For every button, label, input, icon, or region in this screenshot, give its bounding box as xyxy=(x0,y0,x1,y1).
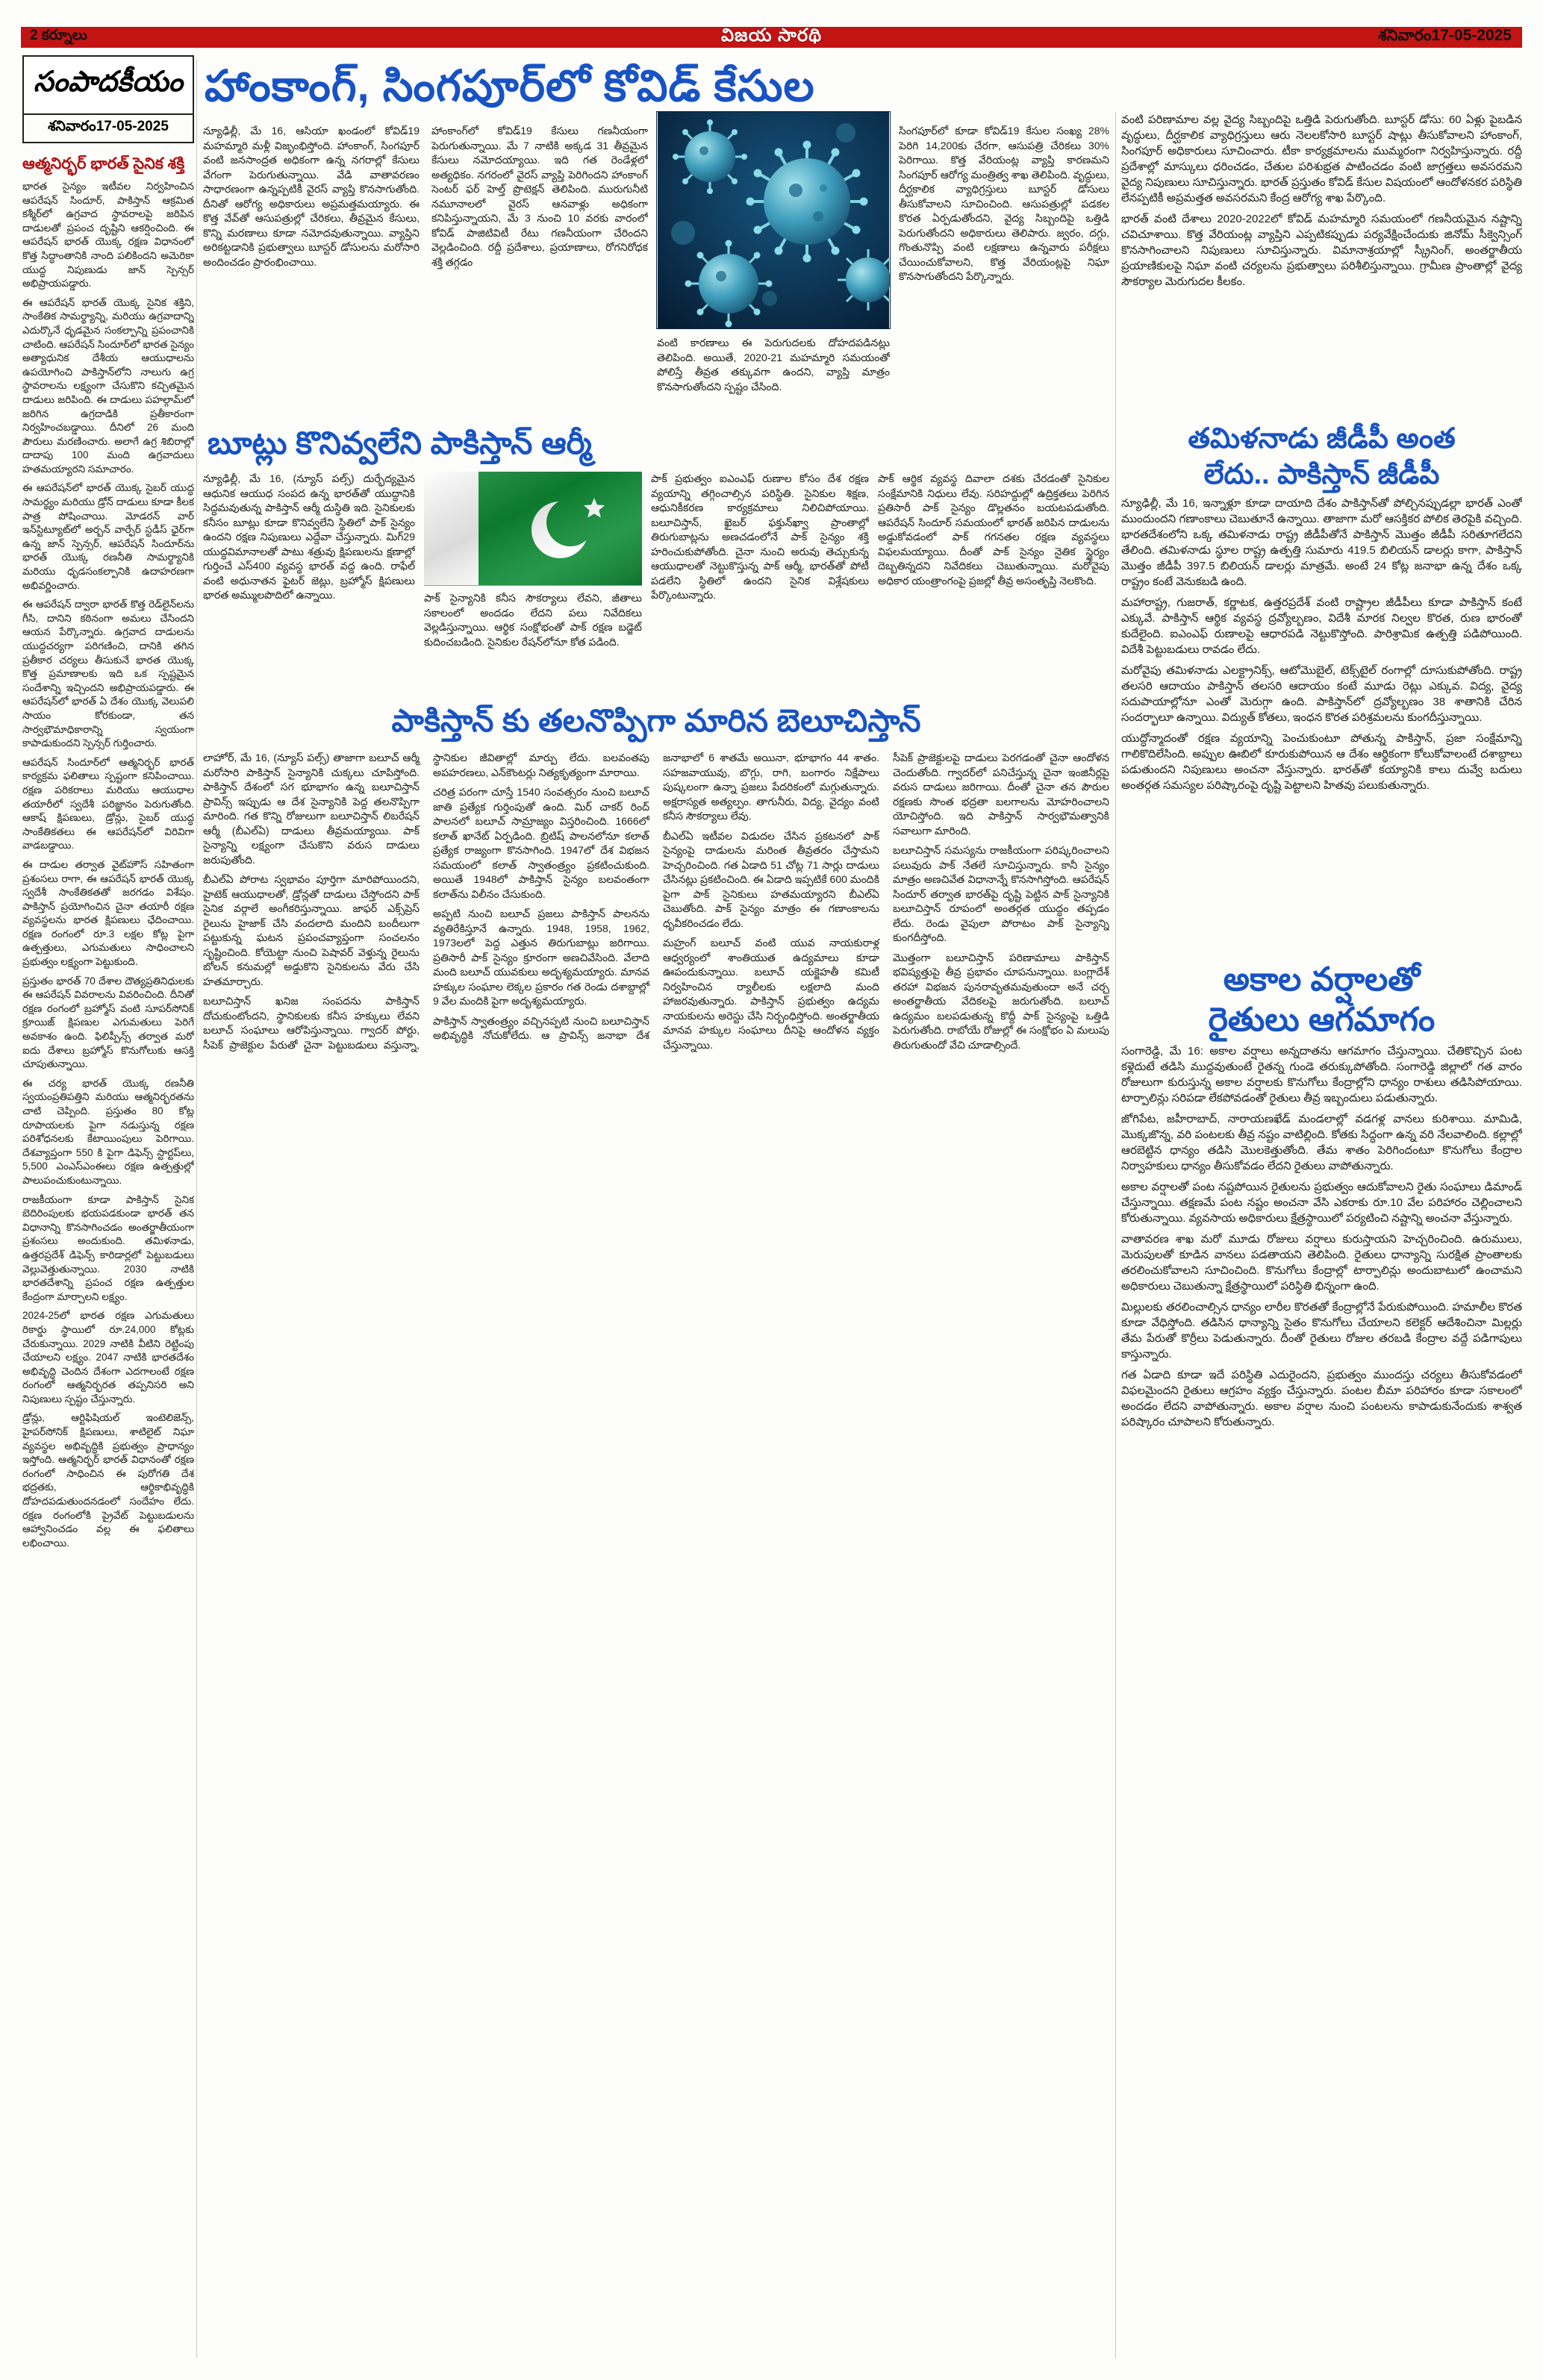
editorial-headline: ఆత్మనిర్భర్ భారత్ సైనిక శక్తి xyxy=(22,155,185,172)
article-paragraph: డ్రోన్లు, ఆర్టిఫిషియల్ ఇంటెలిజెన్స్, హైపర్‌సోనిక్ క్షిపణులు, శాటిలైట్ నిఘా వ్యవస్థల అభివృద్ధికి ప్రభుత్వం ప్రాధాన్యం ఇస్తోంది. ఆత్మనిర్భర్ భారత్ విధానంతో రక్షణ రంగంలో సాధించిన ఈ పురోగతి దేశ భద్రతకు, ఆర్థికాభివృద్ధికి దోహదపడుతుందనడంలో సందేహం లేదు. రక్షణ రంగంలోకి ప్రైవేట్ పెట్టుబడులను ఆహ్వానించడం వల్ల ఈ ఫలితాలు లభించాయి. xyxy=(22,1412,194,1549)
article-paragraph: గత ఏడాది కూడా ఇదే పరిస్థితి ఎదురైందని, ప్రభుత్వం ముందస్తు చర్యలు తీసుకోవడంలో విఫలమైందని రైతులు ఆగ్రహం వ్యక్తం చేస్తున్నారు. పంటల బీమా పరిహారం కూడా సకాలంలో అందడం లేదని వాపోతున్నారు. అకాల వర్షాల నుంచి పంటలను కాపాడుకునేందుకు శాశ్వత పరిష్కారం చూపాలని కోరుతున్నారు. xyxy=(1121,1369,1522,1428)
editorial-body xyxy=(22,180,194,2380)
article-paragraph: సంగారెడ్డి, మే 16: అకాల వర్షాలు అన్నదాతను ఆగమాగం చేస్తున్నాయి. చేతికొచ్చిన పంట కళ్లెదుటే తడిసి ముద్దవుతుంటే రైతన్న గుండె తరుక్కుపోతోంది. సంగారెడ్డి జిల్లాలో గత వారం రోజులుగా కురుస్తున్న అకాల వర్షాలకు కొనుగోలు కేంద్రాల్లోని ధాన్యం రాశులు తడిసిపోయాయి. టార్పాలిన్లు సరిపడా లేకపోవడంతో రైతులు తీవ్ర ఇబ్బందులు పడుతున్నారు. xyxy=(1121,1045,1522,1105)
article-paragraph: సింగపూర్‌లో కూడా కోవిడ్‌19 కేసుల సంఖ్య 28% పెరిగి 14,200కు చేరగా, ఆసుపత్రి చేరికలు 30% పెరిగాయి. కొత్త వేరియంట్ల వ్యాప్తి కారణమని సింగపూర్ ఆరోగ్య మంత్రిత్వ శాఖ తెలిపింది. వృద్ధులు, దీర్ఘకాలిక వ్యాధిగ్రస్తులు బూస్టర్ డోసులు తీసుకోవాలని సూచించింది. ఆసుపత్రుల్లో పడకల కొరత ఏర్పడుతోందని, వైద్య సిబ్బందిపై ఒత్తిడి పెరుగుతోందని అధికారులు తెలిపారు. జ్వరం, దగ్గు, గొంతునొప్పి వంటి లక్షణాలు ఉన్నవారు పరీక్షలు చేయించుకోవాలని, కొత్త వేరియంట్లపై నిఘా కొనసాగుతోందని పేర్కొన్నారు. xyxy=(899,125,1109,282)
covid-article-headline: హాంకాంగ్, సింగపూర్‌లో కోవిడ్ కేసుల xyxy=(205,62,815,110)
rains-headline-line2: రైతులు ఆగమాగం xyxy=(1208,1002,1436,1038)
article-paragraph: లాహోర్, మే 16, (న్యూస్ పల్స్) తాజాగా బలూచ్ ఆర్మీ మరోసారి పాకిస్తాన్ సైన్యానికి చుక్కలు చూపిస్తోంది. పాకిస్తాన్ దేశంలో సగ భూభాగం ఉన్న బలూచిస్తాన్ ప్రావిన్స్ ఇప్పుడు ఆ దేశ సైన్యానికి పెద్ద తలనొప్పిగా మారింది. గత కొన్ని రోజులుగా బలూచిస్తాన్ లిబరేషన్ ఆర్మీ (బీఎల్‌ఏ) దాడులు తీవ్రమయ్యాయి. పాక్ సైన్యాన్ని లక్ష్యంగా చేసుకొని వరుస దాడులు జరుపుతోంది. xyxy=(203,752,420,866)
article-paragraph: న్యూఢిల్లీ, మే 16, ఇన్నాళ్లూ కూడా దాయాది దేశం పాకిస్తాన్‌తో పోల్చినప్పుడల్లా భారత్ ఎంతో ముందుందని గణాంకాలు చెబుతూనే ఉన్నాయి. తాజాగా మరో ఆసక్తికర పోలిక తెరపైకి వచ్చింది. భారతదేశంలోని ఒక్క తమిళనాడు రాష్ట్ర జీడీపీతోనే పాకిస్తాన్ మొత్తం జీడీపీ సరితూగలేదని తేలింది. తమిళనాడు స్థూల రాష్ట్ర ఉత్పత్తి సుమారు 419.5 బిలియన్ డాలర్లు కాగా, పాకిస్తాన్ మొత్తం జీడీపీ 397.5 బిలియన్ డాలర్లు మాత్రమే. అంటే 24 కోట్ల జనాభా ఉన్న దేశం ఒక్క రాష్ట్రం కంటే వెనుకబడి ఉంది. xyxy=(1121,497,1522,588)
balochistan-article-body xyxy=(203,751,1109,2359)
article-paragraph: న్యూఢిల్లీ, మే 16, ఆసియా ఖండంలో కోవిడ్‌19 మహమ్మారి మళ్లీ విజృంభిస్తోంది. హాంకాంగ్, సింగపూర్ వంటి జనసాంద్రత అధికంగా ఉన్న నగరాల్లో కేసులు వేగంగా పెరుగుతున్నాయి. వేడి వాతావరణం సాధారణంగా ఉన్నప్పటికీ వైరస్ వ్యాప్తి కొనసాగుతోంది. దీనితో ఆరోగ్య అధికారులు అప్రమత్తమయ్యారు. ఈ కొత్త వేవ్‌తో ఆసుపత్రుల్లో చేరికలు, తీవ్రమైన కేసులు, కొన్ని మరణాలు కూడా నమోదవుతున్నాయి. వ్యాప్తిని అరికట్టడానికి ప్రభుత్వాలు బూస్టర్ డోసులను మరోసారి అందించడం ప్రారంభించాయి. xyxy=(203,125,420,268)
army-article-column1 xyxy=(203,472,415,697)
column-rule-left xyxy=(196,60,197,2358)
editorial-section-title: సంపాదకీయం xyxy=(34,66,183,98)
article-paragraph: మొత్తంగా బలూచిస్తాన్ పరిణామాలు పాకిస్తాన్ భవిష్యత్తుపై తీవ్ర ప్రభావం చూపనున్నాయి. బంగ్లాదేశ్ తరహా విభజన పునరావృతమవుతుందా అనే చర్చ అంతర్జాతీయ వేదికలపై జరుగుతోంది. బలూచ్ ఉద్యమం బలపడుతున్న కొద్దీ పాక్ సైన్యంపై ఒత్తిడి పెరుగుతోంది. రాబోయే రోజుల్లో ఈ సంక్షోభం ఏ మలుపు తిరుగుతుందో వేచి చూడాల్సిందే. xyxy=(893,951,1109,1051)
article-paragraph: రాజకీయంగా కూడా పాకిస్తాన్ సైనిక బెదిరింపులకు భయపడకుండా భారత్ తన విధానాన్ని కొనసాగించడం అంతర్జాతీయంగా ప్రశంసలు అందుకుంది. తమిళనాడు, ఉత్తరప్రదేశ్ డిఫెన్స్ కారిడార్లలో పెట్టుబడులు వెల్లువెత్తుతున్నాయి. 2030 నాటికి భారతదేశాన్ని ప్రపంచ రక్షణ ఉత్పత్తుల కేంద్రంగా మార్చాలని లక్ష్యం. xyxy=(22,1193,194,1302)
issue-date: శనివారం17-05-2025 xyxy=(1378,26,1512,44)
article-paragraph: ఈ ఆపరేషన్ ద్వారా భారత్ కొత్త రెడ్‌లైన్‌లను గీసి, దానిని కఠినంగా అమలు చేసిందని ఆయన పేర్కొన్నారు. ఉగ్రవాద దాడులను యుద్ధచర్యగా పరిగణించి, దానికి తగిన ప్రతీకార చర్యలు తీసుకునే భారత యొక్క కొత్త ప్రమాణాలకు ఇది ఒక స్పష్టమైన సందేశాన్ని ఇచ్చిందని అభిప్రాయపడ్డారు. ఈ ఆపరేషన్‌లో భారత్ ఏ దేశం యొక్క వెలుపలి సాయం కోరకుండా, తన సార్వభౌమాధికారాన్ని స్వయంగా కాపాడుకుందని స్పెన్సర్ గుర్తించారు. xyxy=(22,599,194,749)
covid-virus-illustration xyxy=(657,112,890,328)
column-rule-right xyxy=(1115,112,1116,2358)
article-paragraph: ఈ చర్య భారత్ యొక్క రణనీతి స్వయంప్రతిపత్తిని మరియు ఆత్మనిర్భరతను చాటి చెప్పింది. ప్రస్తుతం 80 కోట్ల రూపాయలకు పైగా నడుస్తున్న రక్షణ పరిశోధనలకు కేటాయింపులు పెరిగాయి. దేశవ్యాప్తంగా 550 కి పైగా డిఫెన్స్ స్టార్టప్‌లు, 5,500 ఎంఎస్‌ఎంఈలు రక్షణ ఉత్పత్తుల్లో పాలుపంచుకుంటున్నాయి. xyxy=(22,1077,194,1186)
article-paragraph: సీపెక్ ప్రాజెక్టులపై దాడులు పెరగడంతో చైనా ఆందోళన చెందుతోంది. గ్వాదర్‌లో పనిచేస్తున్న చైనా ఇంజినీర్లపై వరుస దాడులు జరిగాయి. దీంతో చైనా తన పౌరుల రక్షణకు సొంత భద్రతా బలగాలను మోహరించాలని యోచిస్తోంది. ఇది పాకిస్తాన్ సార్వభౌమత్వానికి సవాలుగా మారింది. xyxy=(893,752,1109,837)
article-paragraph: చరిత్ర పరంగా చూస్తే 1540 సంవత్సరం నుంచి బలూచ్ జాతి ప్రత్యేక గుర్తింపుతో ఉంది. మిర్ చాకర్ రింద్ పాలనలో బలూచ్ సామ్రాజ్యం విస్తరించింది. 1666లో కలాత్ ఖానేట్ ఏర్పడింది. బ్రిటిష్ పాలనలోనూ కలాత్ ప్రత్యేక రాజ్యంగా కొనసాగింది. 1947లో దేశ విభజన సమయంలో కలాత్ స్వాతంత్ర్యం ప్రకటించుకుంది. అయితే 1948లో పాకిస్తాన్ సైన్యం బలవంతంగా కలాత్‌ను విలీనం చేసుకుంది. xyxy=(433,786,649,900)
article-paragraph: పాక్ ప్రభుత్వం ఐఎంఎఫ్ రుణాల కోసం దేశ రక్షణ వ్యయాన్ని తగ్గించాల్సిన పరిస్థితి. సైనికుల శిక్షణ, ఆధునికీకరణ కార్యక్రమాలు నిలిచిపోయాయి. బలూచిస్తాన్, ఖైబర్ ఫక్తున్‌ఖ్వా ప్రాంతాల్లో తిరుగుబాట్లను అణచడంలోనే పాక్ సైన్యం శక్తి హరించుకుపోతోంది. చైనా నుంచి అరువు తెచ్చుకున్న ఆయుధాలతో నెట్టుకొస్తున్న పాక్ ఆర్మీ, భారత్‌తో పోటీ పడలేని స్థితిలో ఉందని సైనిక విశ్లేషకులు పేర్కొంటున్నారు. xyxy=(651,472,869,601)
article-paragraph: పాకిస్తాన్ స్వాతంత్ర్యం వచ్చినప్పటి నుంచి బలూచిస్తాన్ అభివృద్ధికి నోచుకోలేదు. ఆ ప్రావిన్స్ జనాభా దేశ జనాభాలో 6 శాతమే అయినా, భూభాగం 44 శాతం. సహజవాయువు, బొగ్గు, రాగి, బంగారం నిక్షేపాలు పుష్కలంగా ఉన్నా ప్రజలు పేదరికంలో మగ్గుతున్నారు. అక్షరాస్యత అత్యల్పం. తాగునీరు, విద్య, వైద్యం వంటి కనీస సౌకర్యాలు లేవు. xyxy=(433,752,879,1041)
top-bar xyxy=(21,27,1522,48)
article-paragraph: ఈ ఆపరేషన్‌లో భారత్ యొక్క సైబర్ యుద్ధ సామర్థ్యం మరియు డ్రోన్ దాడులు కూడా కీలక పాత్ర పోషించాయి. మోడరన్ వార్ ఇన్‌స్టిట్యూట్‌లో అర్బన్ వార్ఫేర్ స్టడీస్ ఛైర్‌గా ఉన్న జాన్ స్పెన్సర్, ఆపరేషన్ సిందూర్‌ను భారత్ యొక్క రణనీతి సామర్థ్యానికి మరియు ధృడసంకల్పానికి ఉదాహరణగా అభివర్ణించారు. xyxy=(22,482,194,591)
gdp-headline-line1: తమిళనాడు జీడీపీ అంత xyxy=(1188,423,1456,455)
army-article-column2 xyxy=(424,472,642,697)
rains-article-body xyxy=(1121,1043,1522,2361)
article-paragraph: వంటి కారణాలు ఈ పెరుగుదలకు దోహదపడినట్లు తెలిపింది. అయితే, 2020-21 మహమ్మారి సమయంతో పోలిస్తే తీవ్రత తక్కువగా ఉందని, వ్యాప్తి మాత్రం కొనసాగుతోందని స్పష్టం చేసింది. xyxy=(657,337,890,393)
article-paragraph: యుద్ధోన్మాదంతో రక్షణ వ్యయాన్ని పెంచుకుంటూ పోతున్న పాకిస్తాన్, ప్రజా సంక్షేమాన్ని గాలికొదిలేసింది. అప్పుల ఊబిలో కూరుకుపోయిన ఆ దేశం ఆర్థికంగా కోలుకోవాలంటే దశాబ్దాలు పడుతుందని నిపుణులు అంచనా వేస్తున్నారు. భారత్‌తో కయ్యానికి కాలు దువ్వే బదులు అంతర్గత సమస్యల పరిష్కారంపై దృష్టి పెట్టాలని హితవు పలుకుతున్నారు. xyxy=(1121,732,1522,792)
editorial-date: శనివారం17-05-2025 xyxy=(48,119,169,134)
pakistan-flag-image xyxy=(424,472,642,585)
article-paragraph: అకాల వర్షాలతో పంట నష్టపోయిన రైతులను ప్రభుత్వం ఆదుకోవాలని రైతు సంఘాలు డిమాండ్ చేస్తున్నాయి. తక్షణమే పంట నష్టం అంచనా వేసి ఎకరాకు రూ.10 వేల పరిహారం చెల్లించాలని కోరుతున్నాయి. వ్యవసాయ అధికారులు క్షేత్రస్థాయిలో పర్యటించి నష్టాన్ని అంచనా వేస్తున్నారు. xyxy=(1121,1181,1522,1225)
balochistan-article-headline: పాకిస్తాన్ కు తలనొప్పిగా మారిన బెలూచిస్తాన్ xyxy=(391,703,921,738)
article-paragraph: వంటి పరిణామాల వల్ల వైద్య సిబ్బందిపై ఒత్తిడి పెరుగుతోంది. బూస్టర్ డోసు: 60 ఏళ్లు పైబడిన వృద్ధులు, దీర్ఘకాలిక వ్యాధిగ్రస్తులు ఆరు నెలలకోసారి బూస్టర్ షాట్లు తీసుకోవాలని హాంకాంగ్, సింగపూర్ అధికారులు సూచించారు. టీకా కార్యక్రమాలను ముమ్మరంగా నిర్వహిస్తున్నారు. రద్దీ ప్రదేశాల్లో మాస్కులు ధరించడం, చేతుల పరిశుభ్రత పాటించడం వంటి జాగ్రత్తలు అవసరమని వైద్య నిపుణులు సూచిస్తున్నారు. భారత్ ప్రస్తుతం కోవిడ్ కేసుల విషయంలో ఆందోళనకర పరిస్థితి లేనప్పటికీ అప్రమత్తత అవసరమని కేంద్ర ఆరోగ్య శాఖ పేర్కొంది. xyxy=(1121,113,1522,204)
article-paragraph: జోగిపేట, జహీరాబాద్, నారాయణఖేడ్ మండలాల్లో వడగళ్ల వానలు కురిశాయి. మామిడి, మొక్కజొన్న, వరి పంటలకు తీవ్ర నష్టం వాటిల్లింది. కోతకు సిద్ధంగా ఉన్న వరి నేలవాలింది. కల్లాల్లో ఆరబెట్టిన ధాన్యం తడిసి మొలకెత్తుతోంది. తేమ శాతం పెరిగిందంటూ కొనుగోలు కేంద్రాల నిర్వాహకులు ధాన్యం తీసుకోవడం లేదని రైతులు వాపోతున్నారు. xyxy=(1121,1113,1522,1172)
article-paragraph: మహ్రంగ్ బలూచ్ వంటి యువ నాయకురాళ్ల ఆధ్వర్యంలో శాంతియుత ఉద్యమాలు కూడా ఊపందుకున్నాయి. బలూచ్ యక్జెహతీ కమిటీ నిర్వహించిన ర్యాలీలకు లక్షలాది మంది హాజరవుతున్నారు. పాకిస్తాన్ ప్రభుత్వం ఉద్యమ నాయకులను అరెస్టు చేసి నిర్బంధిస్తోంది. అంతర్జాతీయ మానవ హక్కుల సంఘాలు దీనిపై ఆందోళన వ్యక్తం చేస్తున్నాయి. xyxy=(663,937,879,1051)
editorial-date-box xyxy=(22,115,194,143)
article-paragraph: పాక్ సైన్యానికి కనీస సౌకర్యాలు లేవని, జీతాలు సకాలంలో అందడం లేదని పలు నివేదికలు వెల్లడిస్తున్నాయి. ఆర్థిక సంక్షోభంతో పాక్ రక్షణ బడ్జెట్ కుదించబడింది. సైనికుల రేషన్‌లోనూ కోత పడింది. xyxy=(424,592,642,648)
army-article-column4 xyxy=(878,472,1109,697)
article-paragraph: ఆపరేషన్ సిందూర్‌లో ఆత్మనిర్భర్ భారత్ కార్యక్రమ ఫలితాలు స్పష్టంగా కనిపించాయి. రక్షణ పరికరాలు మరియు ఆయుధాల తయారీలో స్వదేశీ పరిజ్ఞానం పెరుగుతోంది. ఆకాష్ క్షిపణులు, డ్రోన్లు, సైబర్ యుద్ధ సాంకేతికతలు ఈ ఆపరేషన్‌లో విరివిగా వాడబడ్డాయి. xyxy=(22,756,194,852)
article-paragraph: మిల్లులకు తరలించాల్సిన ధాన్యం లారీల కొరతతో కేంద్రాల్లోనే పేరుకుపోయింది. హమాలీల కొరత కూడా వేధిస్తోంది. తడిసిన ధాన్యాన్ని సైతం కొనుగోలు చేయాలని కలెక్టర్ ఆదేశించినా మిల్లర్లు తేమ పేరుతో కొర్రీలు పెడుతున్నారు. దీంతో రైతులు రోజుల తరబడి కేంద్రాల వద్దే పడిగాపులు కాస్తున్నారు. xyxy=(1121,1301,1522,1361)
article-paragraph: ఈ ఆపరేషన్ భారత్ యొక్క సైనిక శక్తిని, సాంకేతిక సామర్థ్యాన్ని, మరియు ఉగ్రవాదాన్ని ఎదుర్కొనే ధృడమైన సంకల్పాన్ని ప్రపంచానికి చాటింది. ఆపరేషన్ సిందూర్‌లో భారత సైన్యం అత్యాధునిక దేశీయ ఆయుధాలను ఉపయోగించి పాకిస్తాన్‌లోని నాలుగు ఉగ్ర స్థావరాలను లక్ష్యంగా చేసుకొని కచ్చితమైన దాడులు జరిపింది. ఈ దాడులు పహల్గామ్‌లో జరిగిన ఉగ్రదాడికి ప్రతీకారంగా నిర్వహించబడ్డాయి. దీనిలో 26 మంది పౌరులు మరణించారు. అలాగే ఉగ్ర శిబిరాల్లో దాదాపు 100 మంది ఉగ్రవాదులు హతమయ్యారని సమాచారం. xyxy=(22,296,194,475)
editorial-column xyxy=(22,55,194,2380)
article-paragraph: మహారాష్ట్ర, గుజరాత్, కర్ణాటక, ఉత్తరప్రదేశ్ వంటి రాష్ట్రాల జీడీపీలు కూడా పాకిస్తాన్ కంటే ఎక్కువే. పాకిస్తాన్ ఆర్థిక వ్యవస్థ ద్రవ్యోల్బణం, విదేశీ మారక నిల్వల కొరత, రుణ భారంతో కుదేలైంది. ఐఎంఎఫ్ రుణాలపై ఆధారపడి నెట్టుకొస్తోంది. పారిశ్రామిక ఉత్పత్తి పడిపోయింది. విదేశీ పెట్టుబడులు రావడం లేదు. xyxy=(1121,596,1522,656)
article-paragraph: బలూచిస్తాన్ సమస్యను రాజకీయంగా పరిష్కరించాలని పలువురు పాక్ నేతలే సూచిస్తున్నారు. కానీ సైన్యం మాత్రం అణచివేత విధానాన్నే కొనసాగిస్తోంది. ఆపరేషన్ సిందూర్ తర్వాత భారత్‌పై దృష్టి పెట్టిన పాక్ సైన్యానికి బలూచిస్తాన్ రూపంలో అంతర్గత యుద్ధం తప్పడం లేదు. రెండు వైపులా పోరాటం పాక్ సైన్యాన్ని కుంగదీస్తోంది. xyxy=(893,844,1109,943)
army-article-column3 xyxy=(651,472,869,697)
army-article-headline: బూట్లు కొనివ్వలేని పాకిస్తాన్ ఆర్మీ xyxy=(208,425,592,460)
article-paragraph: ఈ దాడుల తర్వాత వైట్‌హౌస్ సహితంగా ప్రశంసలు రాగా, ఈ ఆపరేషన్ భారత్ యొక్క స్వదేశీ సాంకేతికతతో జరగడం విశేషం. పాకిస్తాన్ ప్రయోగించిన చైనా తయారీ రక్షణ వ్యవస్థలను భారత క్షిపణులు ఛేదించాయి. రక్షణ రంగంలో రూ.3 లక్షల కోట్ల పైగా ఉత్పత్తులు, ఎగుమతులు సాధించాలని ప్రభుత్వం లక్ష్యంగా పెట్టుకుంది. xyxy=(22,858,194,968)
covid-article-left-columns xyxy=(203,124,648,422)
masthead: విజయ సారథి xyxy=(720,25,823,46)
article-paragraph: ప్రస్తుతం భారత్ 70 దేశాల దౌత్యప్రతినిధులకు ఈ ఆపరేషన్ వివరాలను వివరించింది. దీనితో రక్షణ రంగంలో బ్రహ్మోస్ వంటి సూపర్‌సోనిక్ క్రూయిజ్ క్షిపణుల ఎగుమతులు పెరిగే అవకాశం ఉంది. ఫిలిప్పీన్స్ తర్వాత మరో ఐదు దేశాలు బ్రహ్మోస్ కొనుగోలుకు ఆసక్తి చూపుతున్నాయి. xyxy=(22,975,194,1070)
pakistan-flag xyxy=(424,472,642,585)
covid-article-column4 xyxy=(899,124,1109,422)
article-paragraph: భారత సైన్యం ఇటీవల నిర్వహించిన ఆపరేషన్ సిందూర్, పాకిస్తాన్ ఆక్రమిత కశ్మీర్‌లో ఉగ్రవాద స్థావరాలపై జరిపిన దాడులతో ప్రపంచ దృష్టిని ఆకర్షించింది. ఈ ఆపరేషన్ భారత్ యొక్క రక్షణ విధానంలో కొత్త సిద్ధాంతానికి నాంది పలికిందని అమెరికా యుద్ధ నిపుణుడు జాన్ స్పెన్సర్ అభిప్రాయపడ్డారు. xyxy=(22,181,194,290)
article-paragraph: మరోవైపు తమిళనాడు ఎలక్ట్రానిక్స్, ఆటోమొబైల్, టెక్స్‌టైల్ రంగాల్లో దూసుకుపోతోంది. రాష్ట్ర తలసరి ఆదాయం పాకిస్తాన్ తలసరి ఆదాయం కంటే మూడు రెట్లు ఎక్కువ. విద్య, వైద్య సదుపాయాల్లోనూ ఎంతో మెరుగ్గా ఉంది. పాకిస్తాన్‌లో ద్రవ్యోల్బణం 38 శాతానికి చేరిన సందర్భాలూ ఉన్నాయి. విద్యుత్ కోతలు, ఇంధన కొరత పరిశ్రమలను కుంగదీస్తున్నాయి. xyxy=(1121,664,1522,724)
gdp-article-body xyxy=(1121,496,1522,949)
article-paragraph: 2024-25లో భారత రక్షణ ఎగుమతులు రికార్డు స్థాయిలో రూ.24,000 కోట్లకు చేరుకున్నాయి. 2029 నాటికి వీటిని రెట్టింపు చేయాలని లక్ష్యం. 2047 నాటికి భారతదేశం అభివృద్ధి చెందిన దేశంగా ఎదగాలంటే రక్షణ రంగంలో ఆత్మనిర్భరత తప్పనిసరి అని నిపుణులు స్పష్టం చేస్తున్నారు. xyxy=(22,1310,194,1405)
article-paragraph: బలూచిస్తాన్ ఖనిజ సంపదను పాకిస్తాన్ దోచుకుంటోందని, స్థానికులకు కనీస హక్కులు లేవని బలూచ్ సంఘాలు ఆరోపిస్తున్నాయి. గ్వాదర్ పోర్టు, సీపెక్ ప్రాజెక్టుల పేరుతో చైనా పెట్టుబడులు వస్తున్నా, స్థానికుల జీవితాల్లో మార్పు లేదు. బలవంతపు అపహరణలు, ఎన్‌కౌంటర్లు నిత్యకృత్యంగా మారాయి. xyxy=(203,752,649,1051)
rains-article-headline xyxy=(1121,960,1522,1040)
editorial-title-box xyxy=(22,55,194,115)
article-paragraph: వాతావరణ శాఖ మరో మూడు రోజులు వర్షాలు కురుస్తాయని హెచ్చరించింది. ఉరుములు, మెరుపులతో కూడిన వానలు పడతాయని తెలిపింది. రైతులు ధాన్యాన్ని సురక్షిత ప్రాంతాలకు తరలించుకోవాలని సూచించింది. కొనుగోలు కేంద్రాల్లో టార్పాలిన్లు అందుబాటులో ఉంచామని అధికారులు చెబుతున్నా క్షేత్రస్థాయిలో పరిస్థితి భిన్నంగా ఉంది. xyxy=(1121,1233,1522,1293)
gdp-headline-line2: లేదు.. పాకిస్తాన్ జీడీపీ xyxy=(1203,459,1440,490)
article-paragraph: బీఎల్‌ఏ పోరాట స్వభావం పూర్తిగా మారిపోయిందని, హైటెక్ ఆయుధాలతో, డ్రోన్లతో దాడులు చేస్తోందని పాక్ సైనిక వర్గాలే అంగీకరిస్తున్నాయి. జాఫర్ ఎక్స్‌ప్రెస్ రైలును హైజాక్ చేసి వందలాది మందిని బందీలుగా పట్టుకున్న ఘటన ప్రపంచవ్యాప్తంగా సంచలనం సృష్టించింది. కోయెట్టా నుంచి పెషావర్ వెళ్తున్న రైలును బోలన్ కనుమల్లో అడ్డుకొని సైనికులను వేరు చేసి హతమార్చారు. xyxy=(203,873,420,987)
article-paragraph: భారత్ వంటి దేశాలు 2020-2022లో కోవిడ్ మహమ్మారి సమయంలో గణనీయమైన నష్టాన్ని చవిచూశాయి. కొత్త వేరియంట్ల వ్యాప్తిని ఎప్పటికప్పుడు పర్యవేక్షించేందుకు జినోమ్ సీక్వెన్సింగ్ కొనసాగించాలని నిపుణులు సూచిస్తున్నారు. విమానాశ్రయాల్లో స్క్రీనింగ్, అంతర్జాతీయ ప్రయాణికులపై నిఘా వంటి చర్యలను ప్రభుత్వాలు పరిశీలిస్తున్నాయి. గ్రామీణ ప్రాంతాల్లో వైద్య సౌకర్యాల మెరుగుదల కీలకం. xyxy=(1121,213,1522,288)
gdp-article-headline xyxy=(1121,421,1522,493)
page-edition-label: 2 కర్నూలు xyxy=(30,28,87,43)
rains-headline-line1: అకాల వర్షాలతో xyxy=(1223,961,1421,998)
article-paragraph: హాంకాంగ్‌లో కోవిడ్‌19 కేసులు గణనీయంగా పెరుగుతున్నాయి. మే 7 నాటికి అక్కడ 31 తీవ్రమైన కేసులు నమోదయ్యాయి. ఇది గత రెండేళ్లలో అత్యధికం. నగరంలో వైరస్ వ్యాప్తి పెరిగిందని హాంకాంగ్ సెంటర్ ఫర్ హెల్త్ ప్రొటెక్షన్ తెలిపింది. మురుగునీటి నమూనాలలో వైరస్ ఆనవాళ్లు అధికంగా కనిపిస్తున్నాయని, మే 3 నుంచి 10 వరకు వారంలో కోవిడ్ పాజిటివిటీ రేటు గణనీయంగా చేరిందని వెల్లడించింది. రద్దీ ప్రదేశాలు, ప్రయాణాలు, రోగనిరోధక శక్తి తగ్గడం xyxy=(431,125,648,268)
article-paragraph: న్యూఢిల్లీ, మే 16, (న్యూస్ పల్స్) దుర్భేద్యమైన ఆధునిక ఆయుధ సంపద ఉన్న భారత్‌తో యుద్ధానికి సిద్ధమవుతున్న పాకిస్తాన్ ఆర్మీ దుస్థితి ఇది. సైనికులకు కనీసం బూట్లు కూడా కొనివ్వలేని స్థితిలో పాక్ సైన్యం ఉందని రక్షణ నిపుణులు ఎద్దేవా చేస్తున్నారు. మిగ్‌29 యుద్ధవిమానాలతో పాటు శత్రువు క్షిపణులను క్షణాల్లో గుర్తించే ఎస్‌400 వ్యవస్థ భారత్ వద్ద ఉంది. రాఫేల్ వంటి అధునాతన ఫైటర్ జెట్లు, బ్రహ్మోస్ క్షిపణులు భారత అమ్ములపొదిలో ఉన్నాయి. xyxy=(203,472,415,601)
covid-article-right-column xyxy=(1121,112,1522,418)
article-paragraph: పాక్ ఆర్థిక వ్యవస్థ దివాలా దశకు చేరడంతో సైనికుల సంక్షేమానికి నిధులు లేవు. సరిహద్దుల్లో ఉద్రిక్తతలు పెరిగిన ప్రతిసారీ పాక్ సైన్యం డొల్లతనం బయటపడుతోంది. ఆపరేషన్ సిందూర్ సమయంలో భారత్ జరిపిన దాడులను అడ్డుకోవడంలో పాక్ గగనతల రక్షణ వ్యవస్థలు విఫలమయ్యాయి. దీంతో పాక్ సైన్యం నైతిక స్థైర్యం దెబ్బతిన్నదని నివేదికలు చెబుతున్నాయి. మరోవైపు అధికార యంత్రాంగంపై ప్రజల్లో తీవ్ర అసంతృప్తి నెలకొంది. xyxy=(878,472,1109,587)
article-paragraph: అప్పటి నుంచి బలూచ్ ప్రజలు పాకిస్తాన్ పాలనను వ్యతిరేకిస్తూనే ఉన్నారు. 1948, 1958, 1962, 1973లలో పెద్ద ఎత్తున తిరుగుబాట్లు జరిగాయి. ప్రతిసారీ పాక్ సైన్యం క్రూరంగా అణచివేసింది. వేలాది మంది బలూచ్ యువకులు అదృశ్యమయ్యారు. మానవ హక్కుల సంఘాల లెక్కల ప్రకారం గత రెండు దశాబ్దాల్లో 9 వేల మందికి పైగా అదృశ్యమయ్యారు. xyxy=(433,908,649,1007)
covid-virus-image xyxy=(657,112,890,328)
article-paragraph: బీఎల్‌ఏ ఇటీవల విడుదల చేసిన ప్రకటనలో పాక్ సైన్యంపై దాడులను మరింత తీవ్రతరం చేస్తామని హెచ్చరించింది. గత ఏడాది 51 చోట్ల 71 సార్లు దాడులు చేసినట్లు ప్రకటించింది. ఈ ఏడాది ఇప్పటికే 600 మందికి పైగా పాక్ సైనికులు హతమయ్యారని బీఎల్‌ఏ చెబుతోంది. పాక్ సైన్యం మాత్రం ఈ గణాంకాలను ధృవీకరించడం లేదు. xyxy=(663,829,879,929)
covid-article-below-image xyxy=(657,336,890,422)
